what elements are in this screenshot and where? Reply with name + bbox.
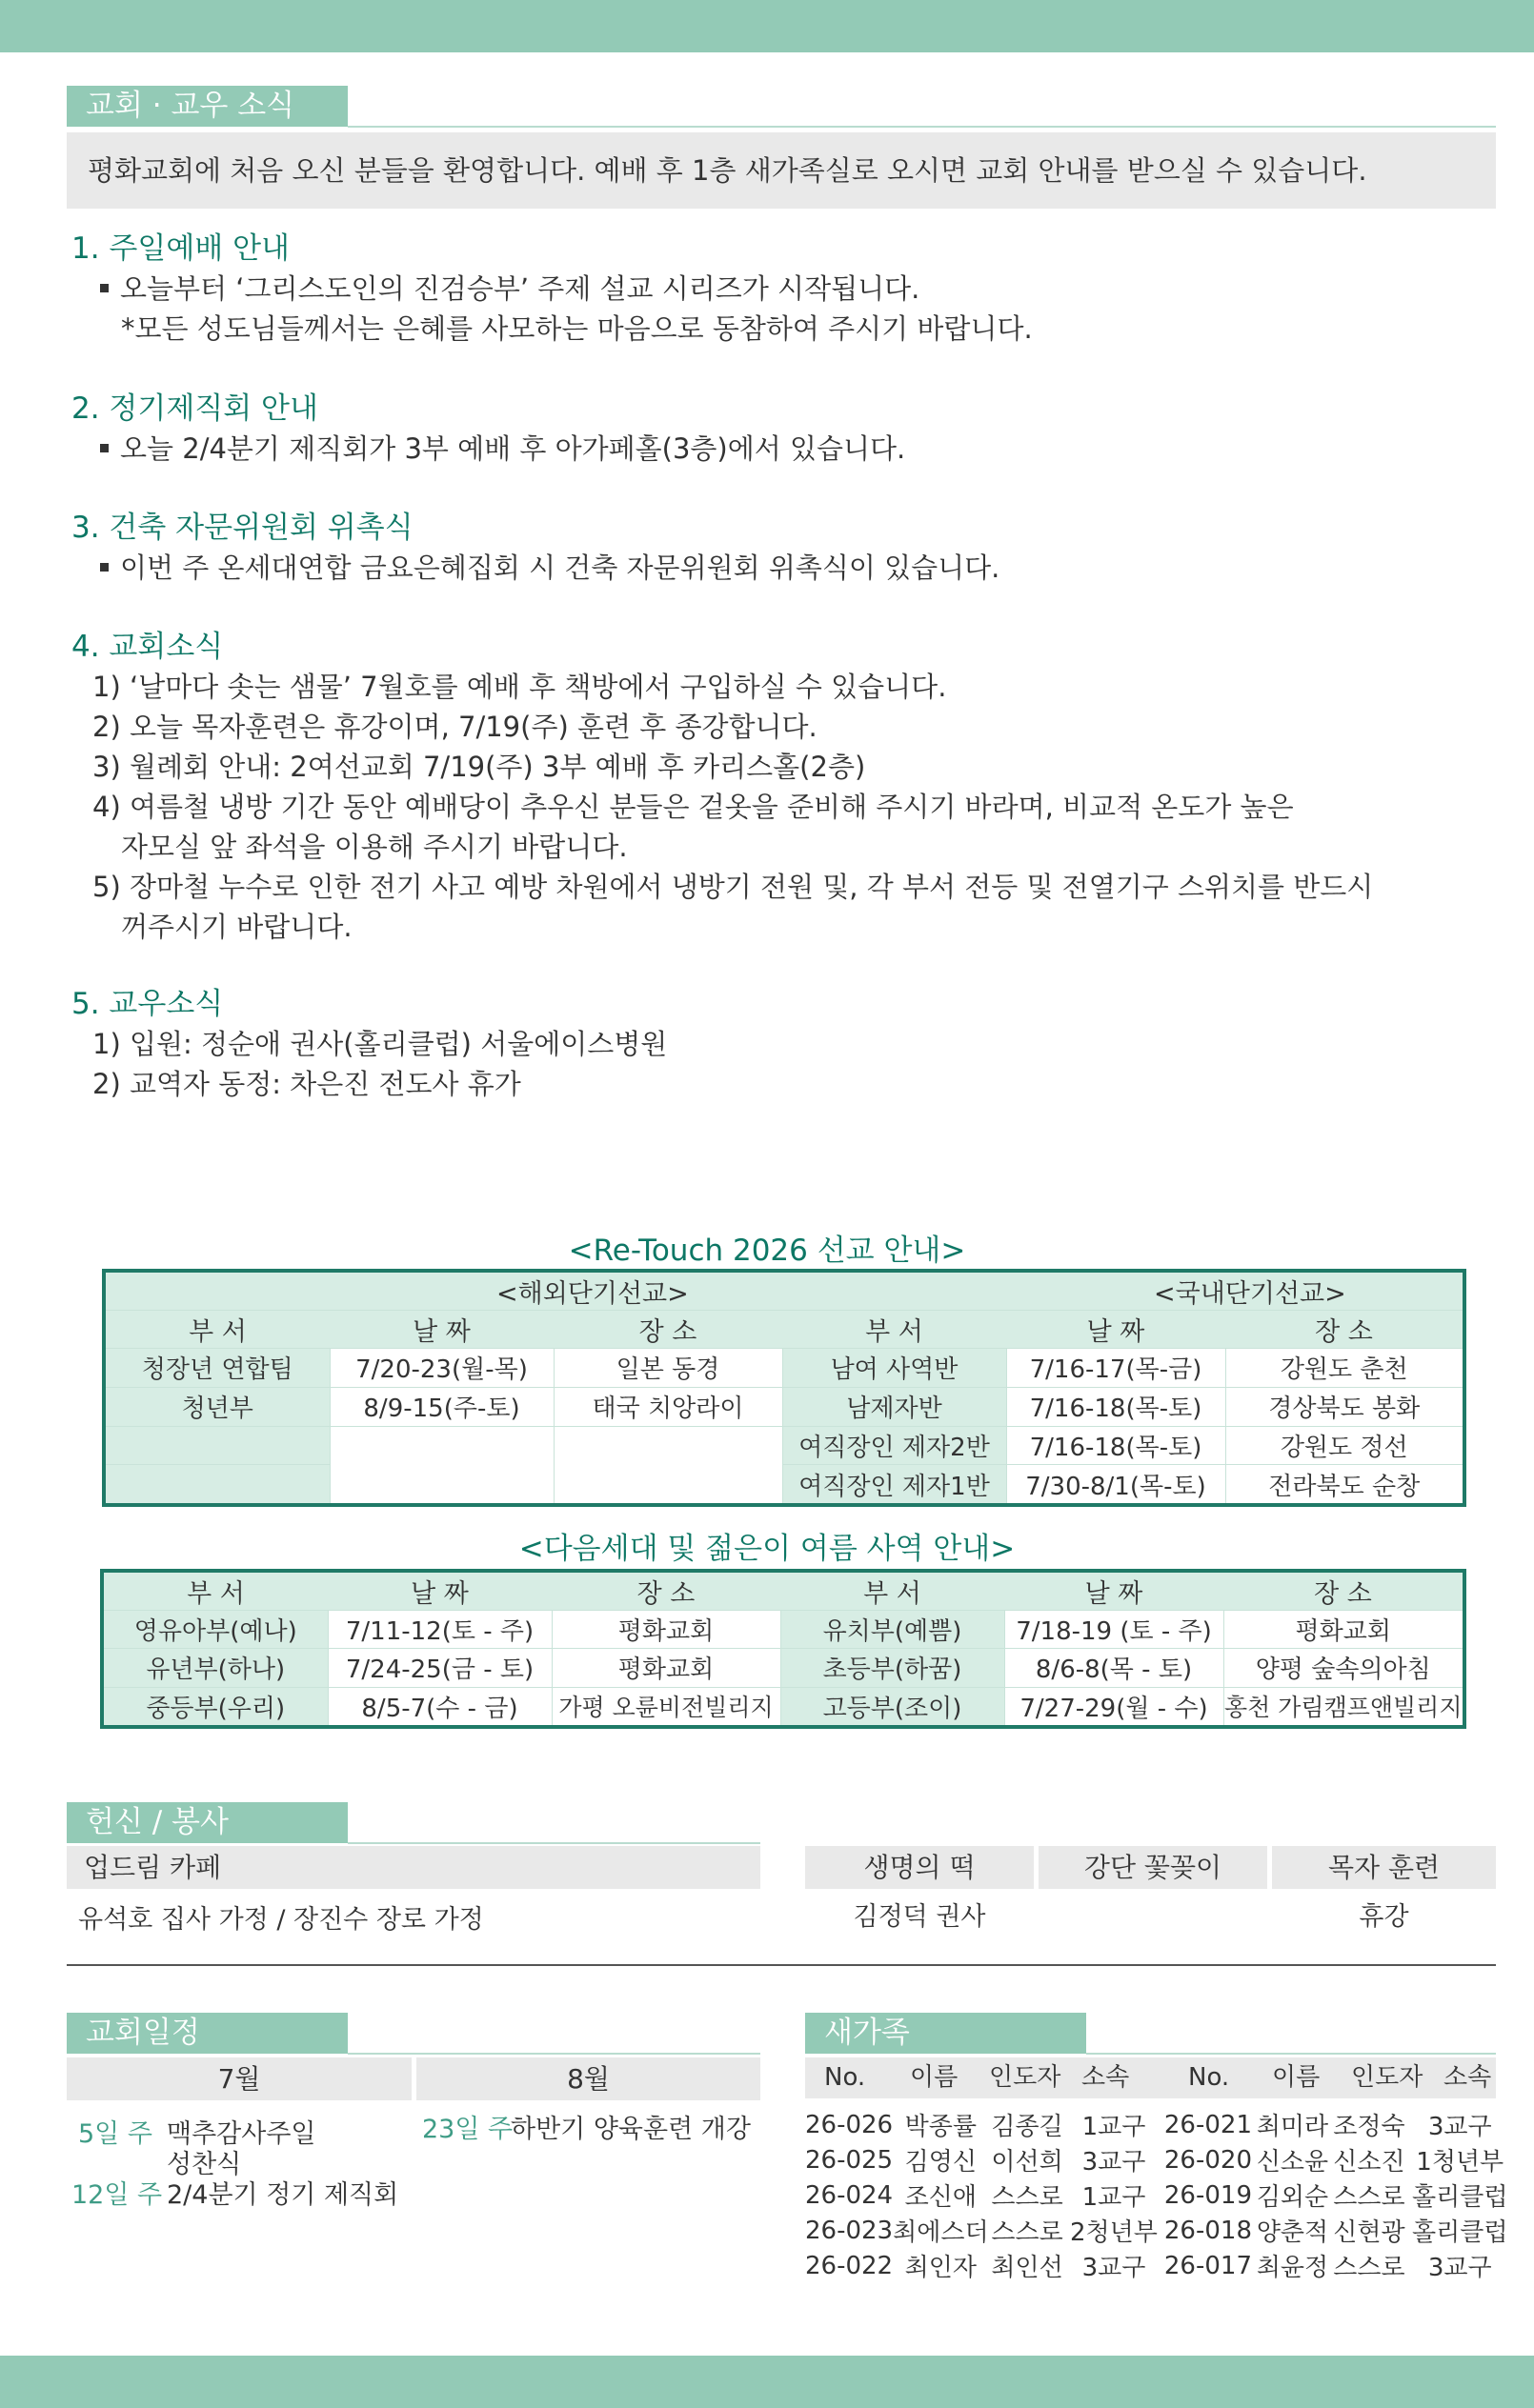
news-line: 이번 주 온세대연합 금요은혜집회 시 건축 자문위원회 위촉식이 있습니다. [71,548,1482,588]
column-header: 날 짜 [330,1311,554,1349]
news-item-title: 3. 건축 자문위원회 위촉식 [71,511,414,545]
training-label: 목자 훈련 [1272,1846,1496,1889]
news-line: 꺼주시기 바랍니다. [121,911,353,943]
domestic-label: <국내단기선교> [1006,1273,1463,1311]
table-row: 유년부(하나) 7/24-25(금 - 토) 평화교회 초등부(하꿈) 8/6-8(목 - 토) 양평 숲속의아침 [104,1649,1463,1687]
news-line: 4) 여름철 냉방 기간 동안 예배당이 추우신 분들은 겉옷을 준비해 주시기 바라며, 비교적 온도가 높은 [92,791,1294,823]
news-line: 2) 오늘 목자훈련은 휴강이며, 7/19(주) 훈련 후 종강합니다. [92,711,817,743]
news-item-title: 4. 교회소식 [71,630,224,664]
column-header: 장 소 [554,1311,782,1349]
schedule-event: 성찬식 [167,2150,242,2179]
divider [67,1964,1496,1966]
summer-table [100,1569,1466,1729]
column-header: 날 짜 [1006,1311,1225,1349]
column-header: 이름 [910,2063,959,2092]
column-header: 날 짜 [328,1573,552,1611]
schedule-tab-line [348,2053,760,2055]
news-line: 2) 교역자 동정: 차은진 전도사 휴가 [92,1068,521,1100]
news-item-title: 5. 교우소식 [71,987,224,1021]
news-item-construction [71,508,1482,588]
bullet-square-icon [100,284,109,292]
bullet-square-icon [100,444,109,452]
mission-title: <Re-Touch 2026 선교 안내> [568,1234,966,1268]
news-item-committee [71,389,1482,469]
news-line: 1) ‘날마다 솟는 샘물’ 7월호를 예배 후 책방에서 구입하실 수 있습니다. [92,671,947,703]
table-row: 여직장인 제자2반 7/16-18(목-토) 강원도 정선 [106,1426,1463,1465]
table-row: 청년부 8/9-15(주-토) 태국 치앙라이 남제자반 7/16-18(목-토) 경상북도 봉화 [106,1387,1463,1426]
schedule-event: 맥추감사주일 [167,2119,316,2149]
column-header: 부 서 [782,1311,1006,1349]
news-line: *모든 성도님들께서는 은혜를 사모하는 마음으로 동참하여 주시기 바랍니다. [121,312,1033,345]
news-item-title: 1. 주일예배 안내 [71,231,290,266]
news-line: 오늘 2/4분기 제직회가 3부 예배 후 아가페홀(3층)에서 있습니다. [71,429,1482,469]
table-row: 영유아부(예나) 7/11-12(토 - 주) 평화교회 유치부(예쁨) 7/18-19 (토 - 주) 평화교회 [104,1611,1463,1649]
training-value: 휴강 [1359,1902,1409,1932]
table-row: 26-025 김영신 이선희 3교구 26-020 신소윤 신소진 1청년부 [805,2145,1504,2177]
bread-label: 생명의 떡 [805,1846,1034,1889]
top-band [0,0,1534,52]
column-header: 날 짜 [1004,1573,1223,1611]
news-section-tab: 교회 · 교우 소식 [67,86,348,127]
schedule-section-tab: 교회일정 [67,2013,348,2054]
news-line: 5) 장마철 누수로 인한 전기 사고 예방 차원에서 냉방기 전원 및, 각 부서 전등 및 전열기구 스위치를 반드시 [92,871,1374,903]
july-header: 7월 [67,2057,412,2100]
summer-title: <다음세대 및 젊은이 여름 사역 안내> [518,1532,1016,1566]
table-row: 중등부(우리) 8/5-7(수 - 금) 가평 오륜비전빌리지 고등부(조이) 7/27-29(월 - 수) 홍천 가림캠프앤빌리지 [104,1687,1463,1725]
news-item-church [71,627,1482,947]
new-family-header [805,2057,1496,2098]
news-tab-line [348,126,1496,128]
table-row: 26-022 최인자 최인선 3교구 26-017 최윤정 스스로 3교구 [805,2251,1492,2282]
news-line: 3) 월례회 안내: 2여선교회 7/19(주) 3부 예배 후 카리스홀(2층) [92,751,866,783]
column-header: No. [824,2063,866,2092]
flower-label: 강단 꽃꽂이 [1039,1846,1267,1889]
column-header: 장 소 [1225,1311,1463,1349]
column-header: 소속 [1443,2063,1492,2092]
august-header: 8월 [416,2057,760,2100]
table-row: 26-024 조신애 스스로 1교구 26-019 김외순 스스로 홀리클럽 [805,2180,1508,2212]
news-line: 1) 입원: 정순애 권사(홀리클럽) 서울에이스병원 [92,1028,668,1060]
schedule-week: 23일 주 [422,2115,514,2144]
column-header: 부 서 [106,1311,330,1349]
overseas-label: <해외단기선교> [330,1273,782,1311]
news-item-members [71,984,1482,1104]
schedule-event: 2/4분기 정기 제직회 [167,2180,399,2210]
table-row: 여직장인 제자1반 7/30-8/1(목-토) 전라북도 순창 [106,1465,1463,1503]
new-family-table [805,2107,1512,2283]
cafe-value: 유석호 집사 가정 / 장진수 장로 가정 [78,1905,484,1935]
column-header: No. [1188,2063,1230,2092]
service-tab-line [348,1842,760,1844]
new-family-tab-line [1086,2053,1496,2055]
schedule-event: 하반기 양육훈련 개강 [511,2115,751,2144]
table-row: 청장년 연합팀 7/20-23(월-목) 일본 동경 남여 사역반 7/16-17(목-금) 강원도 춘천 [106,1349,1463,1388]
new-family-section-tab: 새가족 [805,2013,1086,2054]
column-header: 부 서 [104,1573,328,1611]
welcome-message: 평화교회에 처음 오신 분들을 환영합니다. 예배 후 1층 새가족실로 오시면 교회 안내를 받으실 수 있습니다. [67,132,1496,209]
schedule-week: 12일 주 [71,2180,163,2210]
news-item-worship [71,229,1482,349]
column-header: 인도자 [1351,2063,1423,2092]
service-section-tab: 헌신 / 봉사 [67,1802,348,1843]
column-header: 장 소 [552,1573,780,1611]
column-header: 소속 [1081,2063,1130,2092]
column-header: 부 서 [780,1573,1004,1611]
bullet-square-icon [100,563,109,572]
news-item-title: 2. 정기제직회 안내 [71,391,318,426]
column-header: 이름 [1272,2063,1321,2092]
cafe-label: 업드림 카페 [67,1846,760,1889]
bread-value: 김정덕 권사 [853,1902,986,1932]
schedule-week: 5일 주 [78,2119,152,2149]
bottom-band [0,2356,1534,2408]
column-header: 장 소 [1223,1573,1463,1611]
table-row: 26-026 박종률 김종길 1교구 26-021 최미라 조정숙 3교구 [805,2110,1492,2141]
column-header: 인도자 [989,2063,1061,2092]
table-row: 26-023 최에스더 스스로 2청년부 26-018 양춘적 신현광 홀리클럽 [805,2216,1508,2247]
mission-table [102,1269,1466,1507]
news-line: 오늘부터 ‘그리스도인의 진검승부’ 주제 설교 시리즈가 시작됩니다. [71,269,1482,309]
news-line: 자모실 앞 좌석을 이용해 주시기 바랍니다. [121,831,628,863]
